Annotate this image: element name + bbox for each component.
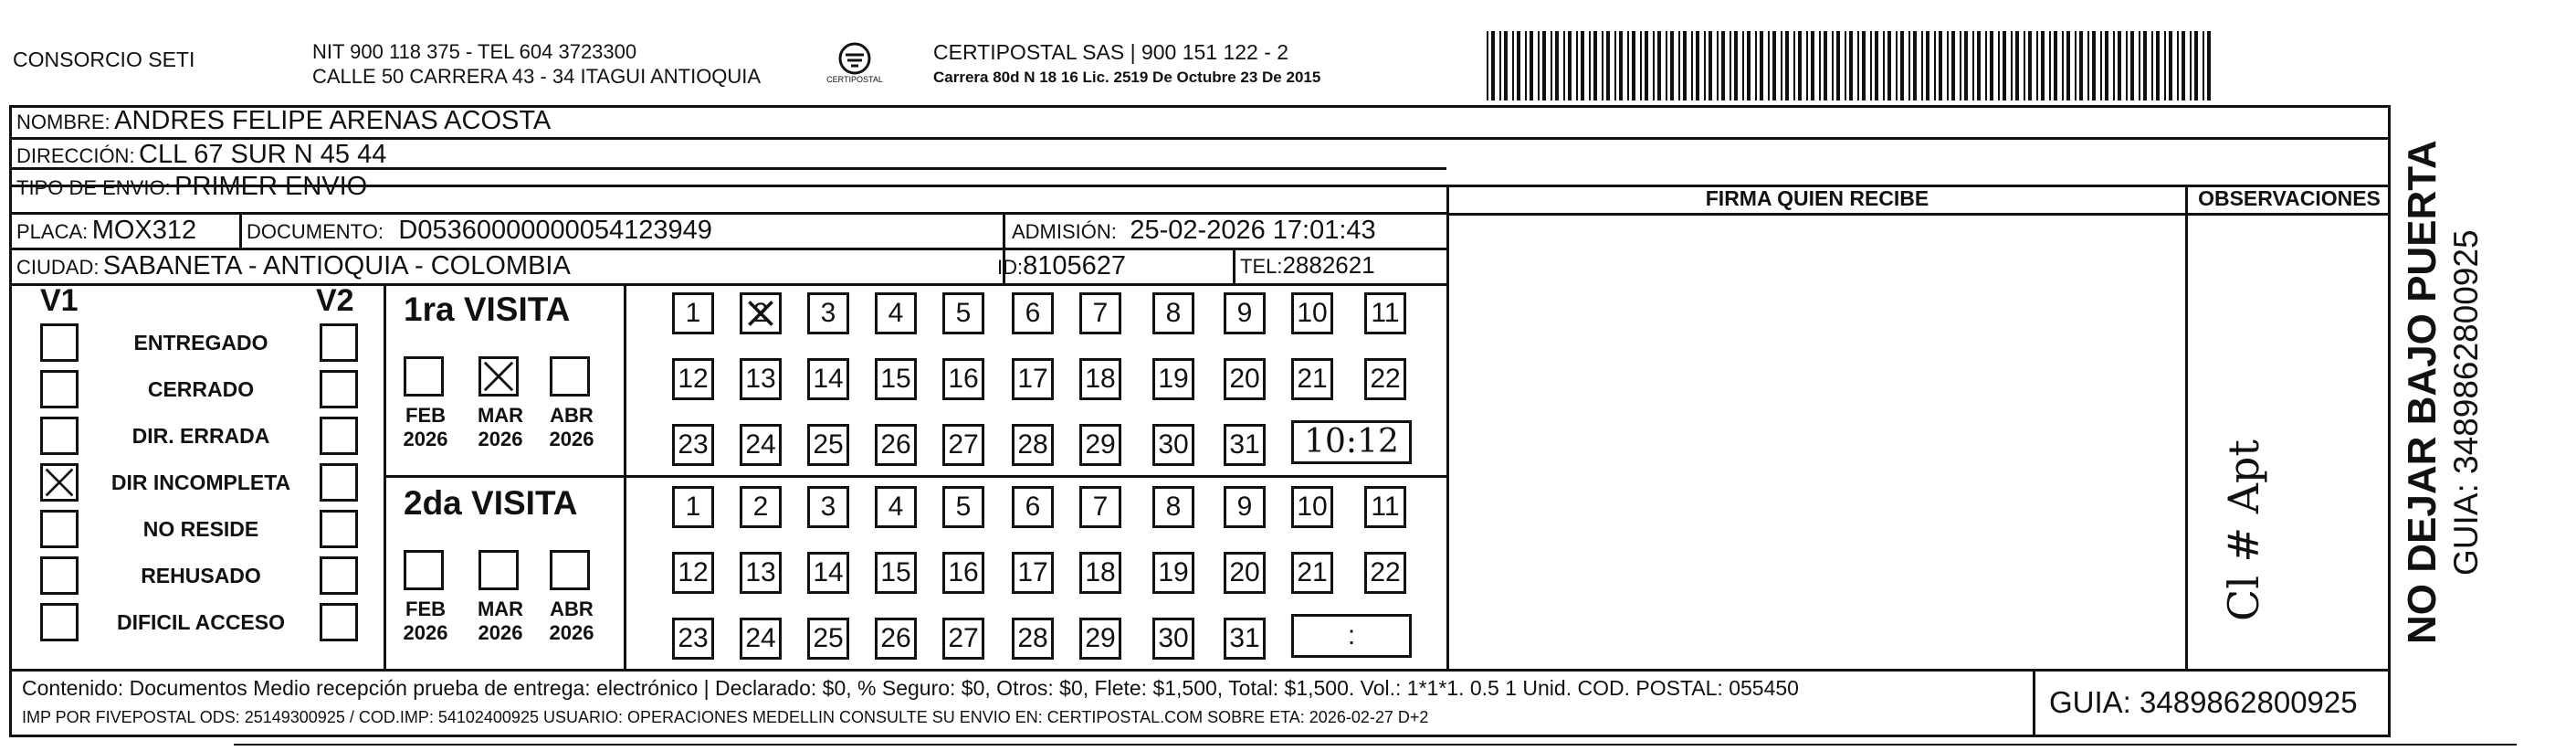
tipo-row [16,172,367,202]
day-box-1[interactable] [672,486,714,528]
status-v1-checkbox[interactable] [40,603,79,641]
status-v2-checkbox[interactable] [320,603,358,641]
day-number: 18 [1085,557,1116,587]
day-number: 9 [1236,492,1253,522]
day-box-11[interactable] [1364,292,1406,334]
day-box-15[interactable] [875,552,917,594]
day-number: 9 [1236,298,1253,328]
day-number: 14 [813,557,844,587]
tel-label: TEL: [1240,255,1283,278]
day-box-27[interactable] [942,618,984,660]
day-box-2[interactable] [740,486,782,528]
month-checkbox-feb[interactable] [404,356,444,397]
status-v2-checkbox[interactable] [320,556,358,595]
day-box-7[interactable] [1079,292,1121,334]
day-number: 24 [745,429,776,460]
month-checkbox-feb[interactable] [404,550,444,590]
day-number: 11 [1371,298,1400,328]
status-v1-checkbox[interactable] [40,323,79,362]
day-number: 16 [948,557,979,587]
firma-header: FIRMA QUIEN RECIBE [1705,186,1929,210]
month-label: FEB [405,598,446,620]
day-box-19[interactable] [1152,552,1194,594]
day-number: 28 [1017,623,1048,653]
tipo-label: TIPO DE ENVIO: [16,176,171,199]
day-number: 11 [1371,492,1400,522]
status-v1-checkbox[interactable] [40,463,79,502]
month-label: FEB [405,404,446,427]
day-box-23[interactable] [672,618,714,660]
month-checkbox-abr[interactable] [550,550,590,590]
month-year: 2026 [549,428,594,450]
day-number: 21 [1297,364,1328,394]
ciudad-label: CIUDAD: [16,256,100,279]
status-v1-checkbox[interactable] [40,556,79,595]
id-row [997,251,1126,281]
visit1-title: 1ra VISITA [404,291,571,328]
documento-row [247,216,712,246]
day-box-20[interactable] [1224,552,1266,594]
day-number: 5 [955,492,972,522]
month-year: 2026 [549,621,594,644]
status-label: NO RESIDE [142,517,259,541]
logo-text: CERTIPOSTAL [826,75,883,84]
tel-value: 2882621 [1282,251,1375,279]
day-number: 18 [1085,364,1116,394]
day-box-10[interactable] [1291,486,1333,528]
day-box-2[interactable] [740,292,782,334]
direccion-value: CLL 67 SUR N 45 44 [139,140,387,169]
month-label: MAR [477,404,524,427]
day-number: 23 [678,429,709,460]
day-number: 15 [880,557,911,587]
day-number: 26 [880,429,911,460]
day-number: 22 [1370,364,1401,394]
no-dejar-bajo-puerta: NO DEJAR BAJO PUERTA [2400,140,2445,644]
observaciones-handwriting: Cl # Apt [2219,439,2268,621]
firma-area[interactable] [1449,216,2185,669]
status-v1-checkbox[interactable] [40,510,79,548]
day-number: 12 [678,364,709,394]
day-number: 8 [1165,492,1182,522]
day-number: 15 [880,364,911,394]
visit2-time-box[interactable] [1291,614,1412,658]
status-v2-checkbox[interactable] [320,417,358,455]
tel-row [1240,251,1375,280]
day-box-13[interactable] [740,552,782,594]
day-number: 25 [813,429,844,460]
day-number: 7 [1092,298,1109,328]
day-box-7[interactable] [1079,486,1121,528]
month-label: ABR [550,598,594,620]
day-number: 27 [948,429,979,460]
month-checkbox-abr[interactable] [550,356,590,397]
month-year: 2026 [478,428,523,450]
footer-contenido: Contenido: Documentos Medio recepción prueba de entrega: electrónico | Declarado: $0, % Seguro: $0, Otros: $0, Flete: $1,500, Total: $1,500. Vol.: 1*1*1. 0.5 1 Unid. COD. POSTAL: 055450 [22,676,1799,700]
admision-row [1012,216,1376,246]
visit1-time-box[interactable] [1291,420,1412,464]
day-number: 12 [678,557,709,587]
day-box-5[interactable] [942,292,984,334]
day-number: 31 [1229,429,1260,460]
day-number: 31 [1229,623,1260,653]
day-box-21[interactable] [1291,358,1333,400]
certipostal-line: CERTIPOSTAL SAS | 900 151 122 - 2 [933,40,1289,64]
status-label: CERRADO [147,377,255,401]
day-box-6[interactable] [1012,486,1054,528]
day-box-20[interactable] [1224,358,1266,400]
day-box-14[interactable] [807,552,849,594]
company-name: CONSORCIO SETI [13,48,195,71]
month-label: MAR [477,598,524,620]
direccion-row [16,140,386,170]
day-number: 6 [1025,492,1041,522]
day-box-9[interactable] [1224,486,1266,528]
day-box-6[interactable] [1012,292,1054,334]
v1-label: V1 [40,283,79,318]
documento-label: DOCUMENTO: [247,220,384,243]
day-number: 5 [955,298,972,328]
day-number: 24 [745,623,776,653]
observaciones-header: OBSERVACIONES [2198,186,2381,210]
status-label: DIR. ERRADA [131,424,270,448]
status-label: REHUSADO [141,564,261,587]
day-number: 1 [685,298,701,328]
status-v1-checkbox[interactable] [40,417,79,455]
nombre-label: NOMBRE: [16,111,110,133]
month-label: ABR [550,404,594,427]
day-box-21[interactable] [1291,552,1333,594]
day-box-11[interactable] [1364,486,1406,528]
day-box-4[interactable] [875,292,917,334]
day-number: 30 [1158,623,1189,653]
status-v2-checkbox[interactable] [320,463,358,502]
month-checkbox-mar[interactable] [478,356,519,397]
day-number: 19 [1158,557,1189,587]
visit2-time: : [1347,620,1356,651]
day-number: 2 [752,492,769,522]
day-box-26[interactable] [875,424,917,466]
day-box-23[interactable] [672,424,714,466]
day-number: 10 [1297,298,1328,328]
direccion-label: DIRECCIÓN: [16,144,135,167]
nombre-row [16,106,551,136]
day-box-29[interactable] [1079,424,1121,466]
day-box-3[interactable] [807,486,849,528]
footer-imp: IMP POR FIVEPOSTAL ODS: 25149300925 / COD.IMP: 54102400925 USUARIO: OPERACIONES MEDELLIN CONSULTE SU ENVIO EN: CERTIPOSTAL.COM SOBRE ETA: 2026-02-27 D+2 [22,708,1429,726]
day-box-18[interactable] [1079,552,1121,594]
day-box-4[interactable] [875,486,917,528]
day-number: 23 [678,623,709,653]
day-number: 7 [1092,492,1109,522]
day-box-8[interactable] [1152,486,1194,528]
day-box-1[interactable] [672,292,714,334]
day-box-25[interactable] [807,424,849,466]
day-number: 6 [1025,298,1041,328]
visit2-title: 2da VISITA [404,484,578,522]
day-number: 27 [948,623,979,653]
day-number: 17 [1017,557,1048,587]
day-number: 14 [813,364,844,394]
nit-line: NIT 900 118 375 - TEL 604 3723300 [312,40,637,63]
day-box-10[interactable] [1291,292,1333,334]
ciudad-value: SABANETA - ANTIOQUIA - COLOMBIA [102,251,571,280]
status-label: ENTREGADO [133,331,268,354]
day-box-31[interactable] [1224,618,1266,660]
day-box-17[interactable] [1012,358,1054,400]
day-number: 17 [1017,364,1048,394]
day-box-3[interactable] [807,292,849,334]
day-box-30[interactable] [1152,618,1194,660]
day-box-25[interactable] [807,618,849,660]
day-number: 13 [745,557,776,587]
day-box-22[interactable] [1364,552,1406,594]
day-box-31[interactable] [1224,424,1266,466]
address-line: CALLE 50 CARRERA 43 - 34 ITAGUI ANTIOQUIA [312,65,762,88]
day-box-24[interactable] [740,618,782,660]
day-box-13[interactable] [740,358,782,400]
month-year: 2026 [403,621,448,644]
day-box-12[interactable] [672,552,714,594]
month-checkbox-mar[interactable] [478,550,519,590]
status-label: DIR INCOMPLETA [110,471,291,494]
day-number: 4 [888,298,904,328]
side-guia: GUIA: 3489862800925 [2447,229,2485,576]
day-number: 26 [880,623,911,653]
day-box-30[interactable] [1152,424,1194,466]
day-box-12[interactable] [672,358,714,400]
month-year: 2026 [403,428,448,450]
status-label: DIFICIL ACCESO [116,610,285,634]
day-number: 4 [888,492,904,522]
day-number: 30 [1158,429,1189,460]
admision-value: 25-02-2026 17:01:43 [1130,216,1376,245]
day-number: 20 [1229,557,1260,587]
license-line: Carrera 80d N 18 16 Lic. 2519 De Octubre 23 De 2015 [933,69,1321,86]
placa-row [16,216,196,246]
day-number: 2 [752,298,769,328]
status-v2-checkbox[interactable] [320,323,358,362]
visit1-time: 10:12 [1304,423,1399,460]
day-box-15[interactable] [875,358,917,400]
certipostal-logo [818,40,891,91]
day-number: 3 [820,298,836,328]
placa-label: PLACA: [16,220,89,243]
day-box-28[interactable] [1012,424,1054,466]
day-number: 29 [1085,623,1116,653]
day-number: 3 [820,492,836,522]
day-number: 29 [1085,429,1116,460]
day-box-19[interactable] [1152,358,1194,400]
day-box-18[interactable] [1079,358,1121,400]
day-box-27[interactable] [942,424,984,466]
nombre-value: ANDRES FELIPE ARENAS ACOSTA [114,106,552,135]
day-box-17[interactable] [1012,552,1054,594]
day-number: 21 [1297,557,1328,587]
status-v2-checkbox[interactable] [320,370,358,408]
tipo-value: PRIMER ENVIO [174,172,368,201]
day-box-14[interactable] [807,358,849,400]
day-number: 8 [1165,298,1182,328]
id-label: ID: [997,256,1024,279]
day-box-28[interactable] [1012,618,1054,660]
day-box-26[interactable] [875,618,917,660]
day-number: 28 [1017,429,1048,460]
day-box-22[interactable] [1364,358,1406,400]
status-v2-checkbox[interactable] [320,510,358,548]
barcode [1487,31,2213,100]
admision-label: ADMISIÓN: [1012,220,1117,243]
day-box-8[interactable] [1152,292,1194,334]
day-box-16[interactable] [942,358,984,400]
day-number: 25 [813,623,844,653]
day-number: 16 [948,364,979,394]
day-box-9[interactable] [1224,292,1266,334]
documento-value: D05360000000054123949 [398,216,712,245]
day-number: 1 [685,492,701,522]
day-number: 20 [1229,364,1260,394]
day-number: 22 [1370,557,1401,587]
status-v1-checkbox[interactable] [40,370,79,408]
day-box-16[interactable] [942,552,984,594]
day-box-29[interactable] [1079,618,1121,660]
month-year: 2026 [478,621,523,644]
day-number: 19 [1158,364,1189,394]
day-number: 10 [1297,492,1328,522]
day-box-24[interactable] [740,424,782,466]
id-value: 8105627 [1023,251,1127,280]
day-box-5[interactable] [942,486,984,528]
placa-value: MOX312 [91,216,197,245]
v2-label: V2 [316,283,354,318]
ciudad-row [16,251,571,281]
day-number: 13 [745,364,776,394]
footer-guia: GUIA: 3489862800925 [2049,685,2358,719]
